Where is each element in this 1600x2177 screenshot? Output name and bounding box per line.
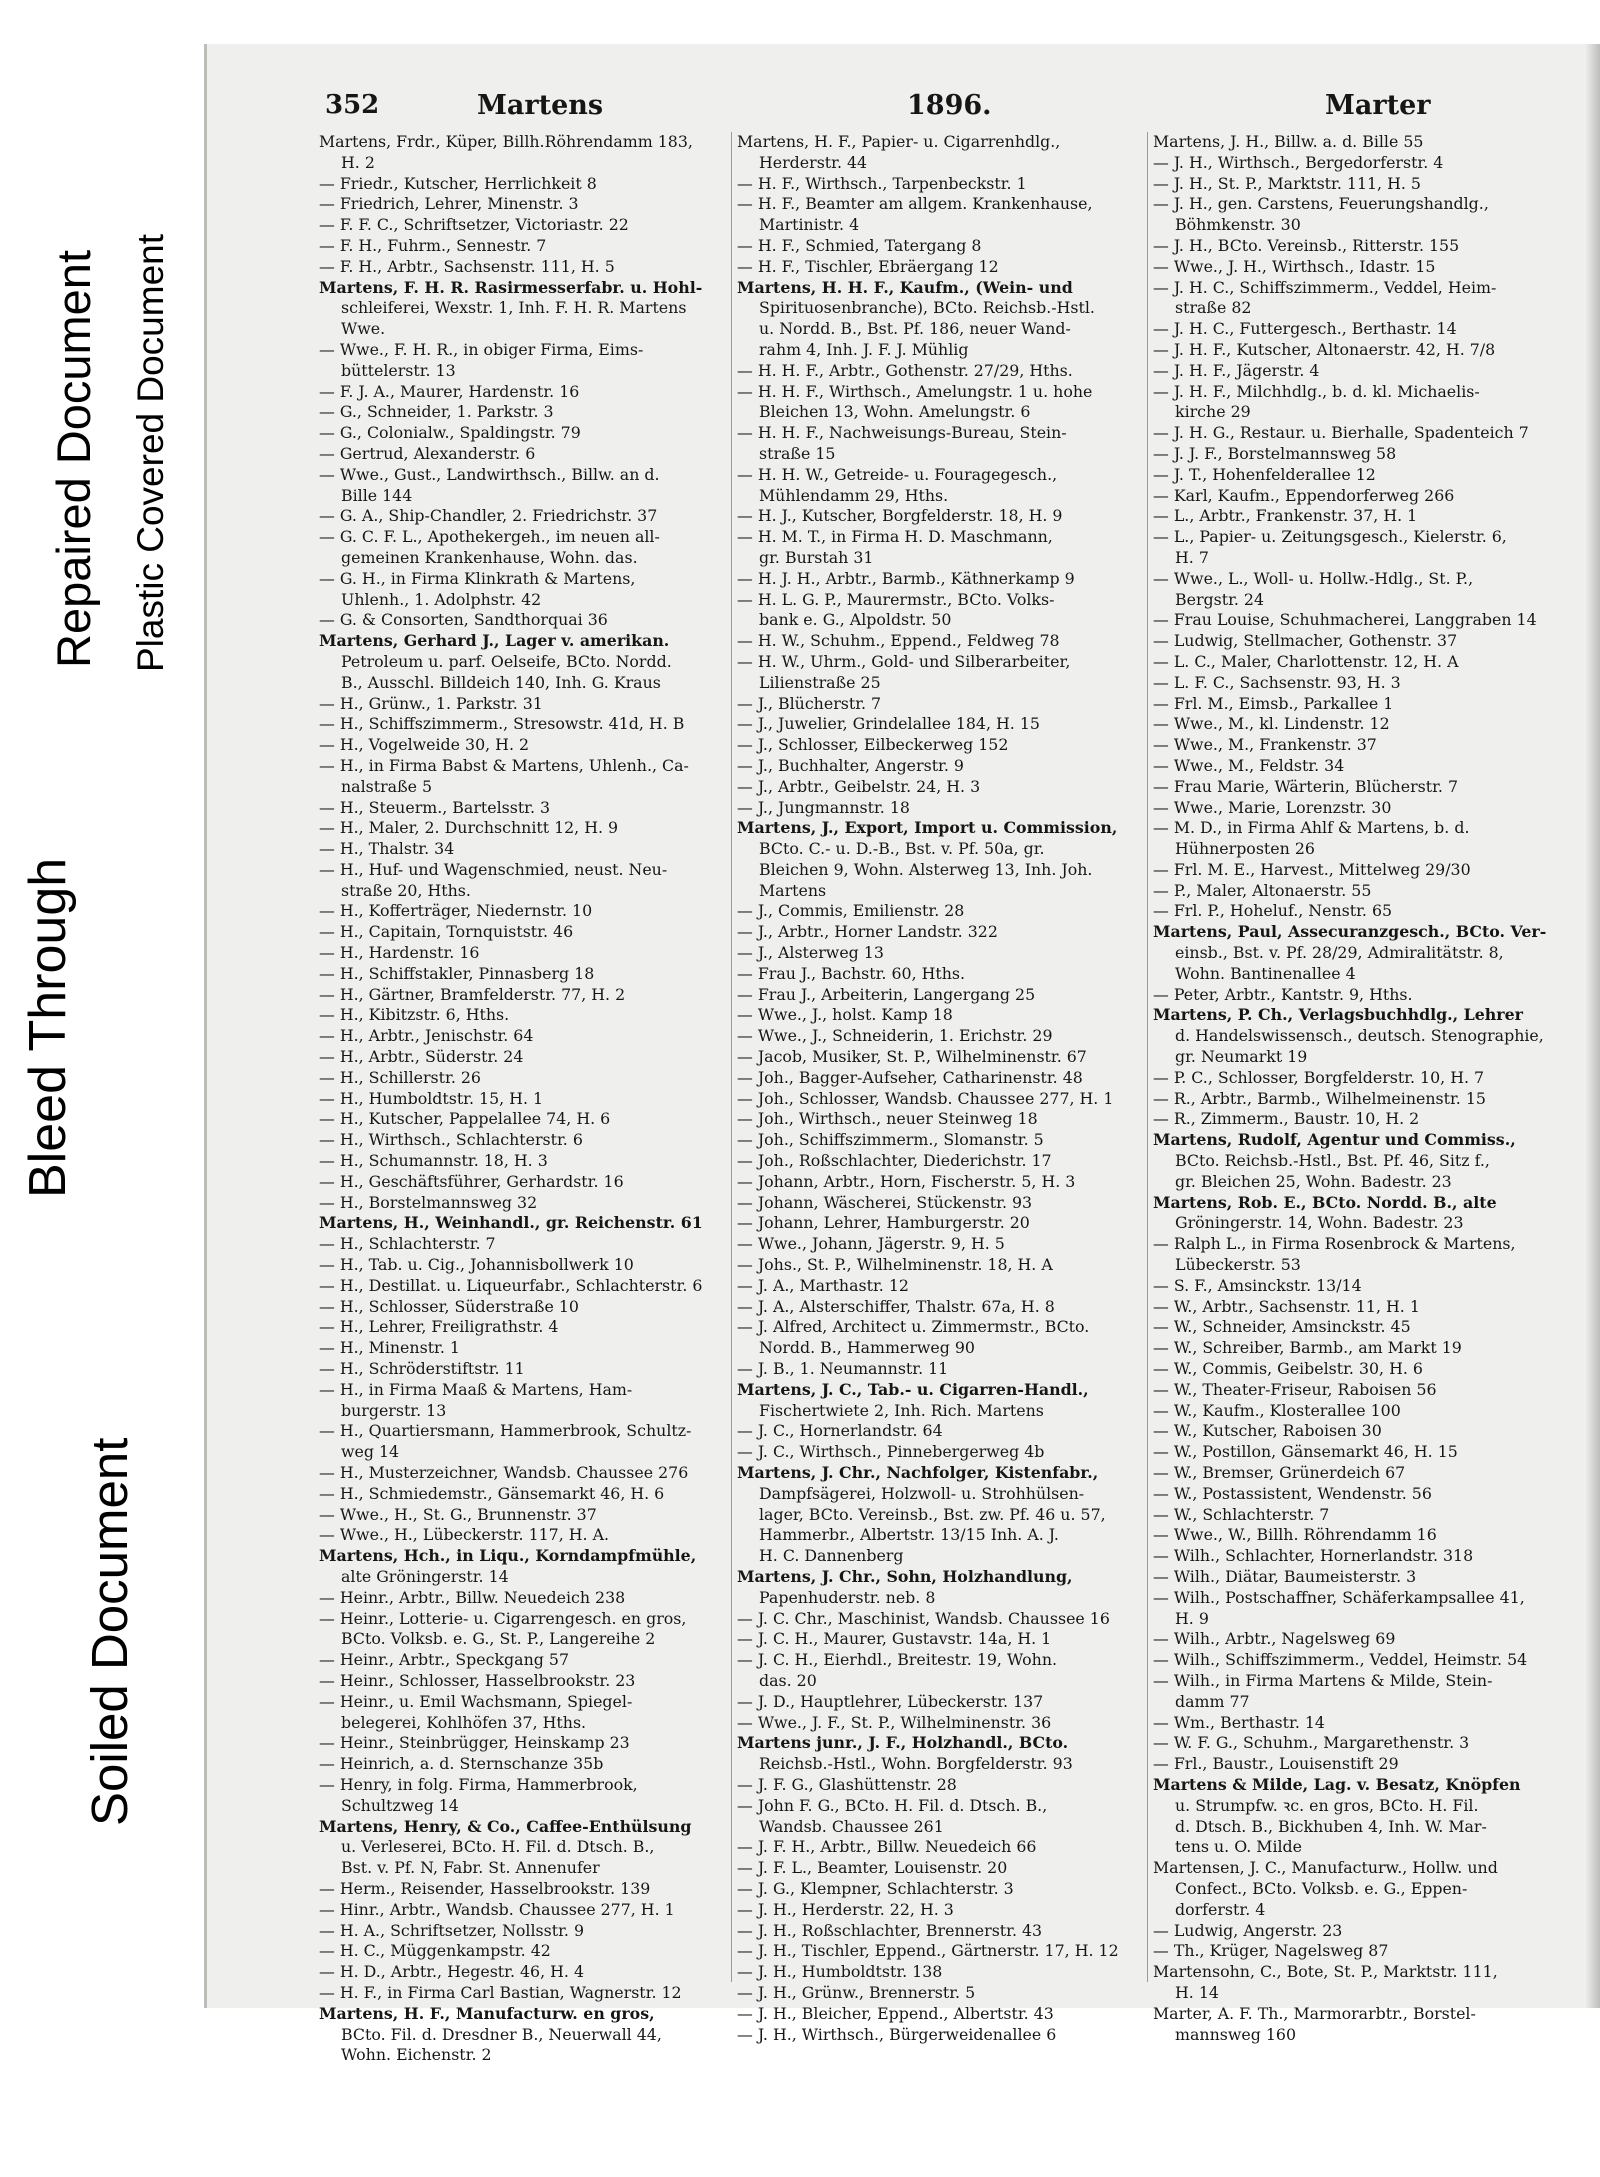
directory-entry-line: — H., Maler, 2. Durchschnitt 12, H. 9 bbox=[319, 818, 619, 838]
directory-entry-line: Martens, J., Export, Import u. Commission, bbox=[737, 818, 1118, 838]
directory-entry-line: B., Ausschl. Billdeich 140, Inh. G. Kraus bbox=[341, 672, 661, 692]
directory-entry-line: — Wilh., Diätar, Baumeisterstr. 3 bbox=[1153, 1566, 1417, 1586]
directory-entry-line: — L., Arbtr., Frankenstr. 37, H. 1 bbox=[1153, 506, 1418, 526]
directory-entry-line: — Wwe., M., Frankenstr. 37 bbox=[1153, 735, 1377, 755]
directory-entry-line: Nordd. B., Hammerweg 90 bbox=[759, 1338, 975, 1358]
directory-entry-line: — W., Postillon, Gänsemarkt 46, H. 15 bbox=[1153, 1442, 1458, 1462]
directory-entry-line: — J. H., Roßschlachter, Brennerstr. 43 bbox=[737, 1920, 1043, 1940]
directory-entry-line: Martens, J. H., Billw. a. d. Bille 55 bbox=[1153, 132, 1424, 151]
directory-entry-line: Martens, Rob. E., BCto. Nordd. B., alte bbox=[1153, 1192, 1497, 1212]
directory-entry-line: Martens bbox=[759, 880, 827, 900]
directory-entry-line: — L., Papier- u. Zeitungsgesch., Kielerstr. 6, bbox=[1153, 527, 1507, 547]
directory-entry-line: Herderstr. 44 bbox=[759, 152, 868, 172]
directory-entry-line: Bst. v. Pf. N, Fabr. St. Annenufer bbox=[341, 1858, 600, 1878]
directory-entry-line: — Wwe., M., Feldstr. 34 bbox=[1153, 755, 1345, 775]
directory-entry-line: — F. F. C., Schriftsetzer, Victoriastr. 22 bbox=[319, 215, 629, 235]
directory-entry-line: Wwe. bbox=[341, 319, 386, 339]
directory-entry-line: — H., Schumannstr. 18, H. 3 bbox=[319, 1151, 548, 1171]
directory-entry-line: — H., in Firma Babst & Martens, Uhlenh., Ca- bbox=[319, 755, 689, 775]
directory-entry-line: — Ludwig, Stellmacher, Gothenstr. 37 bbox=[1153, 631, 1458, 651]
directory-entry-line: Reichsb.-Hstl., Wohn. Borgfelderstr. 93 bbox=[759, 1754, 1073, 1774]
directory-entry-line: — J. H. F., Jägerstr. 4 bbox=[1153, 360, 1320, 380]
directory-entry-line: — H., Schlosser, Süderstraße 10 bbox=[319, 1296, 579, 1316]
directory-entry-line: — H., Capitain, Tornquiststr. 46 bbox=[319, 922, 574, 942]
directory-entry-line: — Ludwig, Angerstr. 23 bbox=[1153, 1920, 1343, 1940]
directory-entry-line: — J. H., Herderstr. 22, H. 3 bbox=[737, 1899, 954, 1919]
directory-entry-line: gr. Burstah 31 bbox=[759, 547, 874, 567]
directory-entry-line: — Wwe., W., Billh. Röhrendamm 16 bbox=[1153, 1525, 1437, 1545]
directory-entry-line: rahm 4, Inh. J. F. J. Mühlig bbox=[759, 339, 969, 359]
directory-entry-line: — J. H. F., Kutscher, Altonaerstr. 42, H. 7/8 bbox=[1153, 339, 1496, 359]
directory-entry-line: — J. H., Humboldtstr. 138 bbox=[737, 1962, 943, 1982]
directory-entry-line: — H. W., Uhrm., Gold- und Silberarbeiter, bbox=[737, 651, 1071, 671]
directory-entry-line: Martens, J. Chr., Sohn, Holzhandlung, bbox=[737, 1566, 1073, 1586]
directory-entry-line: — H., Wirthsch., Schlachterstr. 6 bbox=[319, 1130, 583, 1150]
directory-entry-line: H. 9 bbox=[1175, 1608, 1209, 1628]
directory-entry-line: Martens, Paul, Assecuranzgesch., BCto. Ver- bbox=[1153, 922, 1547, 942]
directory-column-2 bbox=[737, 132, 1143, 2045]
directory-entry-line: — Th., Krüger, Nagelsweg 87 bbox=[1153, 1941, 1389, 1961]
directory-entry-line: — H., Borstelmannsweg 32 bbox=[319, 1192, 538, 1212]
directory-entry-line: — H., Schiffszimmerm., Stresowstr. 41d, H. B bbox=[319, 714, 685, 734]
directory-entry-line: — H., Steuerm., Bartelsstr. 3 bbox=[319, 797, 551, 817]
directory-entry-line: — Wwe., Gust., Landwirthsch., Billw. an d. bbox=[319, 464, 660, 484]
directory-entry-line: BCto. C.- u. D.-B., Bst. v. Pf. 50a, gr. bbox=[759, 839, 1045, 859]
directory-entry-line: — Wwe., L., Woll- u. Hollw.-Hdlg., St. P., bbox=[1153, 568, 1474, 588]
directory-entry-line: — H., Grünw., 1. Parkstr. 31 bbox=[319, 693, 543, 713]
directory-entry-line: gemeinen Krankenhause, Wohn. das. bbox=[341, 547, 638, 567]
directory-entry-line: — Johs., St. P., Wilhelminenstr. 18, H. A bbox=[737, 1255, 1053, 1275]
directory-entry-line: — W., Schneider, Amsinckstr. 45 bbox=[1153, 1317, 1411, 1337]
directory-entry-line: — Heinr., Steinbrügger, Heinskamp 23 bbox=[319, 1733, 630, 1753]
directory-entry-line: — Peter, Arbtr., Kantstr. 9, Hths. bbox=[1153, 984, 1413, 1004]
directory-entry-line: BCto. Reichsb.-Hstl., Bst. Pf. 46, Sitz f., bbox=[1175, 1151, 1490, 1171]
directory-entry-line: — Wwe., J., holst. Kamp 18 bbox=[737, 1005, 953, 1025]
plastic-covered-label: Plastic Covered Document bbox=[130, 233, 171, 672]
directory-entry-line: — Wwe., J. H., Wirthsch., Idastr. 15 bbox=[1153, 256, 1436, 276]
directory-entry-line: — W., Kutscher, Raboisen 30 bbox=[1153, 1421, 1382, 1441]
directory-entry-line: weg 14 bbox=[341, 1442, 400, 1462]
directory-entry-line: Martens, H. H. F., Kaufm., (Wein- und bbox=[737, 277, 1073, 297]
directory-entry-line: — Wilh., Arbtr., Nagelsweg 69 bbox=[1153, 1629, 1396, 1649]
directory-entry-line: — H. H. W., Getreide- u. Fouragegesch., bbox=[737, 464, 1058, 484]
directory-entry-line: — Heinrich, a. d. Sternschanze 35b bbox=[319, 1754, 604, 1774]
directory-entry-line: — J. C. Chr., Maschinist, Wandsb. Chaussee 16 bbox=[737, 1608, 1110, 1628]
directory-entry-line: Confect., BCto. Volksb. e. G., Eppen- bbox=[1175, 1878, 1468, 1898]
directory-entry-line: Böhmkenstr. 30 bbox=[1175, 215, 1301, 235]
directory-entry-line: — J. D., Hauptlehrer, Lübeckerstr. 137 bbox=[737, 1691, 1044, 1711]
directory-entry-line: — H. F., Wirthsch., Tarpenbeckstr. 1 bbox=[737, 173, 1027, 193]
directory-entry-line: Bleichen 9, Wohn. Alsterweg 13, Inh. Joh. bbox=[759, 859, 1093, 879]
directory-entry-line: Mühlendamm 29, Hths. bbox=[759, 485, 949, 505]
directory-entry-line: — Frau Marie, Wärterin, Blücherstr. 7 bbox=[1153, 776, 1458, 796]
directory-entry-line: — J. B., 1. Neumannstr. 11 bbox=[737, 1359, 949, 1379]
directory-entry-line: — H. H. F., Arbtr., Gothenstr. 27/29, Hths. bbox=[737, 360, 1073, 380]
directory-entry-line: — J. H., Tischler, Eppend., Gärtnerstr. 17, H. 12 bbox=[737, 1941, 1119, 1961]
directory-entry-line: Lilienstraße 25 bbox=[759, 672, 881, 692]
bleed-through-label: Bleed Through bbox=[19, 857, 77, 1198]
directory-entry-line: — Wwe., M., kl. Lindenstr. 12 bbox=[1153, 714, 1390, 734]
directory-entry-line: — G., Schneider, 1. Parkstr. 3 bbox=[319, 402, 554, 422]
directory-entry-line: — J. F. L., Beamter, Louisenstr. 20 bbox=[737, 1858, 1008, 1878]
directory-entry-line: damm 77 bbox=[1175, 1691, 1250, 1711]
directory-entry-line: — Karl, Kaufm., Eppendorferweg 266 bbox=[1153, 485, 1455, 505]
directory-entry-line: — H. L. G. P., Maurermstr., BCto. Volks- bbox=[737, 589, 1055, 609]
directory-entry-line: — F. H., Arbtr., Sachsenstr. 111, H. 5 bbox=[319, 256, 615, 276]
running-head-right: Marter bbox=[1325, 90, 1431, 121]
directory-entry-line: — Wilh., in Firma Martens & Milde, Stein- bbox=[1153, 1670, 1493, 1690]
directory-entry-line: straße 20, Hths. bbox=[341, 880, 471, 900]
directory-entry-line: Martens junr., J. F., Holzhandl., BCto. bbox=[737, 1733, 1069, 1753]
directory-entry-line: — H., Minenstr. 1 bbox=[319, 1338, 460, 1358]
directory-entry-line: — Wwe., F. H. R., in obiger Firma, Eims- bbox=[319, 339, 644, 359]
directory-entry-line: — Frau Louise, Schuhmacherei, Langgraben 14 bbox=[1153, 610, 1537, 630]
directory-entry-line: — J. J. F., Borstelmannsweg 58 bbox=[1153, 443, 1397, 463]
directory-entry-line: — H. J., Kutscher, Borgfelderstr. 18, H. 9 bbox=[737, 506, 1063, 526]
directory-entry-line: — Wilh., Schlachter, Hornerlandstr. 318 bbox=[1153, 1546, 1474, 1566]
directory-entry-line: — H. F., Tischler, Ebräergang 12 bbox=[737, 256, 999, 276]
directory-entry-line: Spirituosenbranche), BCto. Reichsb.-Hstl. bbox=[759, 298, 1095, 318]
directory-entry-line: — H. J. H., Arbtr., Barmb., Käthnerkamp 9 bbox=[737, 568, 1075, 588]
directory-entry-line: — Wwe., J. F., St. P., Wilhelminenstr. 36 bbox=[737, 1712, 1052, 1732]
directory-entry-line: Martens, J. Chr., Nachfolger, Kistenfabr., bbox=[737, 1463, 1099, 1482]
directory-entry-line: alte Gröningerstr. 14 bbox=[341, 1566, 509, 1586]
directory-entry-line: — Heinr., Lotterie- u. Cigarrengesch. en gros, bbox=[319, 1608, 687, 1628]
directory-entry-line: BCto. Fil. d. Dresdner B., Neuerwall 44, bbox=[341, 2024, 662, 2044]
directory-entry-line: — Frau J., Arbeiterin, Langergang 25 bbox=[737, 984, 1036, 1004]
directory-entry-line: — Ralph L., in Firma Rosenbrock & Martens, bbox=[1153, 1234, 1516, 1254]
directory-entry-line: — Heinr., Schlosser, Hasselbrookstr. 23 bbox=[319, 1670, 636, 1690]
page-number: 352 bbox=[325, 90, 380, 120]
directory-entry-line: — H., Quartiersmann, Hammerbrook, Schultz- bbox=[319, 1421, 692, 1441]
directory-entry-line: — H., Arbtr., Süderstr. 24 bbox=[319, 1047, 524, 1067]
directory-entry-line: — H., Huf- und Wagenschmied, neust. Neu- bbox=[319, 859, 668, 879]
directory-entry-line: Hammerbr., Albertstr. 13/15 Inh. A. J. bbox=[759, 1525, 1059, 1545]
directory-entry-line: — J. H., gen. Carstens, Feuerungshandlg., bbox=[1153, 194, 1489, 214]
directory-entry-line: — W., Postassistent, Wendenstr. 56 bbox=[1153, 1483, 1432, 1503]
directory-entry-line: — S. F., Amsinckstr. 13/14 bbox=[1153, 1275, 1362, 1295]
directory-entry-line: — H., Vogelweide 30, H. 2 bbox=[319, 735, 530, 755]
directory-entry-line: kirche 29 bbox=[1175, 402, 1251, 422]
directory-entry-line: Petroleum u. parf. Oelseife, BCto. Nordd. bbox=[341, 651, 672, 671]
directory-column-3 bbox=[1153, 132, 1565, 2045]
directory-entry-line: — Frl., Baustr., Louisenstift 29 bbox=[1153, 1754, 1399, 1774]
directory-entry-line: — H. H. F., Nachweisungs-Bureau, Stein- bbox=[737, 423, 1067, 443]
directory-entry-line: — J., Schlosser, Eilbeckerweg 152 bbox=[737, 735, 1009, 755]
directory-entry-line: — H., Kibitzstr. 6, Hths. bbox=[319, 1005, 510, 1025]
directory-entry-line: — Johann, Arbtr., Horn, Fischerstr. 5, H. 3 bbox=[737, 1171, 1076, 1191]
directory-entry-line: — H., Lehrer, Freiligrathstr. 4 bbox=[319, 1317, 559, 1337]
directory-entry-line: — Joh., Bagger-Aufseher, Catharinenstr. 48 bbox=[737, 1067, 1083, 1087]
directory-entry-line: — Frl. M. E., Harvest., Mittelweg 29/30 bbox=[1153, 859, 1471, 879]
directory-entry-line: — L. C., Maler, Charlottenstr. 12, H. A bbox=[1153, 651, 1459, 671]
directory-entry-line: — H., Tab. u. Cig., Johannisbollwerk 10 bbox=[319, 1255, 634, 1275]
directory-entry-line: Martensen, J. C., Manufacturw., Hollw. und bbox=[1153, 1858, 1498, 1878]
directory-entry-line: — J. C., Hornerlandstr. 64 bbox=[737, 1421, 943, 1441]
soiled-document-label: Soiled Document bbox=[81, 1437, 138, 1826]
directory-entry-line: — H., Gärtner, Bramfelderstr. 77, H. 2 bbox=[319, 984, 626, 1004]
directory-entry-line: Marter, A. F. Th., Marmorarbtr., Borstel- bbox=[1153, 2003, 1476, 2023]
directory-entry-line: Schultzweg 14 bbox=[341, 1795, 459, 1815]
directory-entry-line: Martensohn, C., Bote, St. P., Marktstr. 111, bbox=[1153, 1962, 1498, 1982]
directory-entry-line: H. C. Dannenberg bbox=[759, 1546, 904, 1566]
directory-entry-line: — M. D., in Firma Ahlf & Martens, b. d. bbox=[1153, 818, 1470, 838]
directory-entry-line: — J. A., Marthastr. 12 bbox=[737, 1275, 909, 1295]
directory-entry-line: Wandsb. Chaussee 261 bbox=[759, 1816, 944, 1836]
directory-entry-line: — J. F. G., Glashüttenstr. 28 bbox=[737, 1774, 957, 1794]
directory-entry-line: Martens, Rudolf, Agentur und Commiss., bbox=[1153, 1130, 1516, 1150]
directory-entry-line: Wohn. Eichenstr. 2 bbox=[341, 2045, 492, 2065]
directory-entry-line: — H., Schröderstiftstr. 11 bbox=[319, 1359, 525, 1379]
directory-entry-line: — H., Hardenstr. 16 bbox=[319, 943, 480, 963]
directory-entry-line: — J. H., Wirthsch., Bergedorferstr. 4 bbox=[1153, 152, 1444, 172]
directory-entry-line: — J. H., BCto. Vereinsb., Ritterstr. 155 bbox=[1153, 235, 1460, 255]
directory-entry-line: — H. F., Schmied, Tatergang 8 bbox=[737, 235, 982, 255]
directory-entry-line: — Joh., Wirthsch., neuer Steinweg 18 bbox=[737, 1109, 1038, 1129]
directory-entry-line: das. 20 bbox=[759, 1670, 817, 1690]
directory-entry-line: — J. G., Klempner, Schlachterstr. 3 bbox=[737, 1878, 1014, 1898]
directory-entry-line: — J., Arbtr., Horner Landstr. 322 bbox=[737, 922, 998, 942]
directory-entry-line: Martens, Gerhard J., Lager v. amerikan. bbox=[319, 631, 670, 651]
directory-entry-line: — Friedrich, Lehrer, Minenstr. 3 bbox=[319, 194, 579, 214]
directory-entry-line: — Wilh., Postschaffner, Schäferkampsallee 41, bbox=[1153, 1587, 1525, 1607]
directory-entry-line: Martinistr. 4 bbox=[759, 215, 860, 235]
directory-entry-line: — H., Schillerstr. 26 bbox=[319, 1067, 481, 1087]
directory-entry-line: — J. C. H., Maurer, Gustavstr. 14a, H. 1 bbox=[737, 1629, 1052, 1649]
directory-entry-line: Lübeckerstr. 53 bbox=[1175, 1255, 1301, 1275]
directory-entry-line: — G. C. F. L., Apothekergeh., im neuen all- bbox=[319, 527, 660, 547]
directory-entry-line: u. Strumpfw. ꝛc. en gros, BCto. H. Fil. bbox=[1175, 1795, 1479, 1815]
directory-entry-line: H. 14 bbox=[1175, 1982, 1219, 2002]
column-divider bbox=[731, 132, 732, 1982]
directory-entry-line: — J., Alsterweg 13 bbox=[737, 943, 884, 963]
directory-entry-line: u. Verleserei, BCto. H. Fil. d. Dtsch. B., bbox=[341, 1837, 655, 1857]
directory-entry-line: u. Nordd. B., Bst. Pf. 186, neuer Wand- bbox=[759, 319, 1071, 339]
directory-entry-line: — H., Arbtr., Jenischstr. 64 bbox=[319, 1026, 534, 1046]
directory-entry-line: — Gertrud, Alexanderstr. 6 bbox=[319, 443, 536, 463]
directory-entry-line: — H., in Firma Maaß & Martens, Ham- bbox=[319, 1379, 633, 1399]
directory-entry-line: — Jacob, Musiker, St. P., Wilhelminenstr. 67 bbox=[737, 1047, 1087, 1067]
directory-entry-line: — John F. G., BCto. H. Fil. d. Dtsch. B., bbox=[737, 1795, 1048, 1815]
directory-entry-line: — G., Colonialw., Spaldingstr. 79 bbox=[319, 423, 581, 443]
directory-entry-line: — Heinr., Arbtr., Speckgang 57 bbox=[319, 1650, 569, 1670]
directory-entry-line: — J., Arbtr., Geibelstr. 24, H. 3 bbox=[737, 776, 981, 796]
directory-entry-line: — J. H., Grünw., Brennerstr. 5 bbox=[737, 1982, 976, 2002]
directory-entry-line: einsb., Bst. v. Pf. 28/29, Admiralitätstr. 8, bbox=[1175, 943, 1504, 963]
directory-entry-line: — J. Alfred, Architect u. Zimmermstr., BCto. bbox=[737, 1317, 1090, 1337]
directory-column-1 bbox=[319, 132, 727, 2066]
directory-entry-line: — W., Theater-Friseur, Raboisen 56 bbox=[1153, 1379, 1437, 1399]
directory-entry-line: Wohn. Bantinenallee 4 bbox=[1175, 963, 1356, 983]
directory-entry-line: — Wilh., Schiffszimmerm., Veddel, Heimstr. 54 bbox=[1153, 1650, 1528, 1670]
directory-entry-line: — J. A., Alsterschiffer, Thalstr. 67a, H. 8 bbox=[737, 1296, 1055, 1316]
directory-entry-line: straße 15 bbox=[759, 443, 836, 463]
directory-entry-line: belegerei, Kohlhöfen 37, Hths. bbox=[341, 1712, 587, 1732]
directory-entry-line: Uhlenh., 1. Adolphstr. 42 bbox=[341, 589, 542, 609]
directory-entry-line: — H. A., Schriftsetzer, Nollsstr. 9 bbox=[319, 1920, 584, 1940]
directory-entry-line: — J. H., Bleicher, Eppend., Albertstr. 43 bbox=[737, 2003, 1054, 2023]
directory-entry-line: — G. & Consorten, Sandthorquai 36 bbox=[319, 610, 608, 630]
directory-entry-line: — Joh., Schlosser, Wandsb. Chaussee 277, H. 1 bbox=[737, 1088, 1114, 1108]
directory-entry-line: BCto. Volksb. e. G., St. P., Langereihe 2 bbox=[341, 1629, 656, 1649]
directory-entry-line: nalstraße 5 bbox=[341, 776, 433, 796]
directory-entry-line: — W., Kaufm., Klosterallee 100 bbox=[1153, 1400, 1401, 1420]
directory-entry-line: — Johann, Lehrer, Hamburgerstr. 20 bbox=[737, 1213, 1030, 1233]
directory-entry-line: — W., Schlachterstr. 7 bbox=[1153, 1504, 1330, 1524]
directory-entry-line: — J. H. C., Schiffszimmerm., Veddel, Heim- bbox=[1153, 277, 1497, 297]
directory-entry-line: d. Dtsch. B., Bickhuben 4, Inh. W. Mar- bbox=[1175, 1816, 1487, 1836]
directory-entry-line: Bille 144 bbox=[341, 485, 413, 505]
directory-entry-line: — Hinr., Arbtr., Wandsb. Chaussee 277, H. 1 bbox=[319, 1899, 675, 1919]
directory-entry-line: — Johann, Wäscherei, Stückenstr. 93 bbox=[737, 1192, 1033, 1212]
directory-entry-line: — H. D., Arbtr., Hegestr. 46, H. 4 bbox=[319, 1962, 585, 1982]
directory-entry-line: Bleichen 13, Wohn. Amelungstr. 6 bbox=[759, 402, 1031, 422]
directory-entry-line: — R., Zimmerm., Baustr. 10, H. 2 bbox=[1153, 1109, 1420, 1129]
directory-entry-line: — H., Kutscher, Pappelallee 74, H. 6 bbox=[319, 1109, 611, 1129]
directory-entry-line: büttelerstr. 13 bbox=[341, 360, 456, 380]
directory-entry-line: — J., Juwelier, Grindelallee 184, H. 15 bbox=[737, 714, 1040, 734]
directory-entry-line: — L. F. C., Sachsenstr. 93, H. 3 bbox=[1153, 672, 1401, 692]
directory-entry-line: — H., Destillat. u. Liqueurfabr., Schlachterstr. 6 bbox=[319, 1275, 703, 1295]
directory-entry-line: — J., Commis, Emilienstr. 28 bbox=[737, 901, 965, 921]
directory-entry-line: — Joh., Schiffszimmerm., Slomanstr. 5 bbox=[737, 1130, 1044, 1150]
directory-entry-line: — Heinr., u. Emil Wachsmann, Spiegel- bbox=[319, 1691, 633, 1711]
directory-entry-line: — J., Buchhalter, Angerstr. 9 bbox=[737, 755, 964, 775]
directory-entry-line: Papenhuderstr. neb. 8 bbox=[759, 1587, 936, 1607]
running-head-left: Martens bbox=[477, 90, 604, 121]
directory-entry-line: — Frl. P., Hoheluf., Nenstr. 65 bbox=[1153, 901, 1393, 921]
directory-entry-line: — J. T., Hohenfelderallee 12 bbox=[1153, 464, 1376, 484]
directory-entry-line: mannsweg 160 bbox=[1175, 2024, 1297, 2044]
directory-entry-line: Martens, H. F., Papier- u. Cigarrenhdlg., bbox=[737, 132, 1061, 151]
directory-entry-line: — H., Thalstr. 34 bbox=[319, 839, 455, 859]
directory-entry-line: — H. W., Schuhm., Eppend., Feldweg 78 bbox=[737, 631, 1060, 651]
directory-entry-line: — H., Kofferträger, Niedernstr. 10 bbox=[319, 901, 593, 921]
directory-entry-line: — H., Humboldtstr. 15, H. 1 bbox=[319, 1088, 544, 1108]
directory-entry-line: — P., Maler, Altonaerstr. 55 bbox=[1153, 880, 1372, 900]
directory-entry-line: — Heinr., Arbtr., Billw. Neuedeich 238 bbox=[319, 1587, 626, 1607]
directory-entry-line: Bergstr. 24 bbox=[1175, 589, 1265, 609]
directory-entry-line: — J. H., Wirthsch., Bürgerweidenallee 6 bbox=[737, 2024, 1057, 2044]
directory-entry-line: — J. C. H., Eierhdl., Breitestr. 19, Wohn. bbox=[737, 1650, 1058, 1670]
directory-entry-line: — H., Schiffstakler, Pinnasberg 18 bbox=[319, 963, 595, 983]
directory-entry-line: — J. H. F., Milchhdlg., b. d. kl. Michaelis- bbox=[1153, 381, 1480, 401]
directory-entry-line: — G. H., in Firma Klinkrath & Martens, bbox=[319, 568, 636, 588]
directory-entry-line: — H. M. T., in Firma H. D. Maschmann, bbox=[737, 527, 1053, 547]
directory-entry-line: — Wwe., Johann, Jägerstr. 9, H. 5 bbox=[737, 1234, 1005, 1254]
directory-entry-line: burgerstr. 13 bbox=[341, 1400, 447, 1420]
directory-entry-line: — W. F. G., Schuhm., Margarethenstr. 3 bbox=[1153, 1733, 1470, 1753]
directory-entry-line: d. Handelswissensch., deutsch. Stenographie, bbox=[1175, 1026, 1544, 1046]
directory-entry-line: — J. F. H., Arbtr., Billw. Neuedeich 66 bbox=[737, 1837, 1037, 1857]
directory-entry-line: Martens, Hch., in Liqu., Korndampfmühle, bbox=[319, 1546, 697, 1566]
directory-entry-line: — Wwe., J., Schneiderin, 1. Erichstr. 29 bbox=[737, 1026, 1053, 1046]
directory-entry-line: tens u. O. Milde bbox=[1175, 1837, 1303, 1857]
directory-entry-line: schleiferei, Wexstr. 1, Inh. F. H. R. Martens bbox=[341, 298, 687, 318]
directory-entry-line: Gröningerstr. 14, Wohn. Badestr. 23 bbox=[1175, 1213, 1464, 1233]
directory-entry-line: — W., Arbtr., Sachsenstr. 11, H. 1 bbox=[1153, 1296, 1420, 1316]
directory-entry-line: lager, BCto. Vereinsb., Bst. zw. Pf. 46 u. 57, bbox=[759, 1504, 1106, 1524]
directory-entry-line: dorferstr. 4 bbox=[1175, 1899, 1266, 1919]
directory-entry-line: — Joh., Roßschlachter, Diederichstr. 17 bbox=[737, 1151, 1052, 1171]
directory-entry-line: Martens, Henry, & Co., Caffee-Enthülsung bbox=[319, 1816, 692, 1836]
directory-entry-line: — W., Bremser, Grünerdeich 67 bbox=[1153, 1463, 1406, 1482]
directory-entry-line: — H. F., Beamter am allgem. Krankenhause, bbox=[737, 194, 1093, 214]
directory-entry-line: — Wwe., H., Lübeckerstr. 117, H. A. bbox=[319, 1525, 610, 1545]
directory-entry-line: Martens, H. F., Manufacturw. en gros, bbox=[319, 2003, 655, 2023]
directory-entry-line: — Wwe., H., St. G., Brunnenstr. 37 bbox=[319, 1504, 597, 1524]
directory-entry-line: — W., Commis, Geibelstr. 30, H. 6 bbox=[1153, 1359, 1423, 1379]
directory-entry-line: — Herm., Reisender, Hasselbrookstr. 139 bbox=[319, 1878, 651, 1898]
directory-entry-line: Martens, H., Weinhandl., gr. Reichenstr. 61 bbox=[319, 1213, 703, 1233]
directory-entry-line: — H. C., Müggenkampstr. 42 bbox=[319, 1941, 551, 1961]
directory-entry-line: Martens, P. Ch., Verlagsbuchhdlg., Lehrer bbox=[1153, 1005, 1523, 1025]
directory-entry-line: — H., Schlachterstr. 7 bbox=[319, 1234, 496, 1254]
directory-entry-line: Fischertwiete 2, Inh. Rich. Martens bbox=[759, 1400, 1044, 1420]
directory-entry-line: H. 7 bbox=[1175, 547, 1209, 567]
directory-entry-line: — Wm., Berthastr. 14 bbox=[1153, 1712, 1325, 1732]
directory-entry-line: Martens, Frdr., Küper, Billh.Röhrendamm 183, bbox=[319, 132, 693, 151]
directory-entry-line: gr. Bleichen 25, Wohn. Badestr. 23 bbox=[1175, 1171, 1452, 1191]
directory-entry-line: — Frl. M., Eimsb., Parkallee 1 bbox=[1153, 693, 1394, 713]
directory-entry-line: — P. C., Schlosser, Borgfelderstr. 10, H. 7 bbox=[1153, 1067, 1485, 1087]
directory-entry-line: bank e. G., Alpoldstr. 50 bbox=[759, 610, 952, 630]
year-heading: 1896. bbox=[907, 90, 992, 121]
directory-entry-line: — J. H. G., Restaur. u. Bierhalle, Spadenteich 7 bbox=[1153, 423, 1529, 443]
directory-entry-line: — W., Schreiber, Barmb., am Markt 19 bbox=[1153, 1338, 1462, 1358]
directory-entry-line: — Wwe., Marie, Lorenzstr. 30 bbox=[1153, 797, 1392, 817]
directory-entry-line: Dampfsägerei, Holzwoll- u. Strohhülsen- bbox=[759, 1483, 1085, 1503]
directory-entry-line: — Henry, in folg. Firma, Hammerbrook, bbox=[319, 1774, 638, 1794]
directory-entry-line: — Friedr., Kutscher, Herrlichkeit 8 bbox=[319, 173, 597, 193]
directory-entry-line: Martens & Milde, Lag. v. Besatz, Knöpfen bbox=[1153, 1774, 1521, 1794]
directory-page bbox=[204, 44, 1600, 2065]
directory-entry-line: — F. J. A., Maurer, Hardenstr. 16 bbox=[319, 381, 580, 401]
directory-entry-line: Hühnerposten 26 bbox=[1175, 839, 1315, 859]
directory-entry-line: — F. H., Fuhrm., Sennestr. 7 bbox=[319, 235, 547, 255]
directory-entry-line: — H. F., in Firma Carl Bastian, Wagnerstr. 12 bbox=[319, 1982, 682, 2002]
directory-entry-line: gr. Neumarkt 19 bbox=[1175, 1047, 1308, 1067]
directory-entry-line: — J. C., Wirthsch., Pinnebergerweg 4b bbox=[737, 1442, 1045, 1462]
directory-entry-line: — J., Blücherstr. 7 bbox=[737, 693, 882, 713]
directory-entry-line: — J. H., St. P., Marktstr. 111, H. 5 bbox=[1153, 173, 1421, 193]
directory-entry-line: — H., Geschäftsführer, Gerhardstr. 16 bbox=[319, 1171, 624, 1191]
directory-entry-line: — G. A., Ship-Chandler, 2. Friedrichstr. 37 bbox=[319, 506, 658, 526]
directory-entry-line: H. 2 bbox=[341, 152, 375, 172]
column-divider bbox=[1147, 132, 1148, 1982]
directory-entry-line: — H. H. F., Wirthsch., Amelungstr. 1 u. hohe bbox=[737, 381, 1093, 401]
directory-entry-line: — J., Jungmannstr. 18 bbox=[737, 797, 910, 817]
directory-entry-line: — J. H. C., Futtergesch., Berthastr. 14 bbox=[1153, 319, 1457, 339]
directory-entry-line: Martens, J. C., Tab.- u. Cigarren-Handl., bbox=[737, 1379, 1089, 1399]
directory-entry-line: straße 82 bbox=[1175, 298, 1252, 318]
directory-entry-line: — H., Schmiedemstr., Gänsemarkt 46, H. 6 bbox=[319, 1483, 665, 1503]
directory-entry-line: — H., Musterzeichner, Wandsb. Chaussee 276 bbox=[319, 1463, 689, 1482]
directory-entry-line: — Frau J., Bachstr. 60, Hths. bbox=[737, 963, 966, 983]
repaired-document-label: Repaired Document bbox=[47, 250, 100, 668]
directory-entry-line: — R., Arbtr., Barmb., Wilhelmeinenstr. 15 bbox=[1153, 1088, 1486, 1108]
directory-entry-line: Martens, F. H. R. Rasirmesserfabr. u. Hohl- bbox=[319, 277, 703, 297]
